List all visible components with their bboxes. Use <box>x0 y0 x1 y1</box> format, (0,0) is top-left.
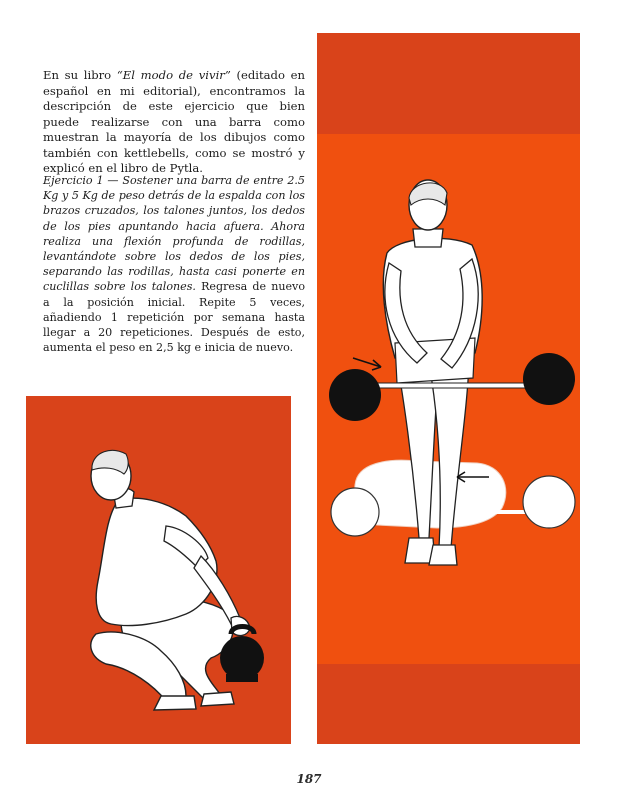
intro-prefix: En su libro <box>43 68 117 82</box>
exercise-regular-text: Regresa de nuevo a la posición inicial. Repite 5 veces, añadiendo 1 repetición por semana hasta llegar a 20 repeticiones. Después de esto, aumenta el peso en 2,5 kg e inicia de nuevo. <box>43 280 306 355</box>
book-title: “El modo de vivir” <box>116 68 231 82</box>
intro-paragraph <box>43 68 305 177</box>
left-illustration-panel <box>26 396 291 744</box>
man-barbell-behind-back-illustration <box>317 33 580 744</box>
page-number: 187 <box>296 772 322 786</box>
exercise-italic-text: Ejercicio 1 — Sostener una barra de entre 2.5 Kg y 5 Kg de peso detrás de la espalda con los brazos cruzados, los talones juntos, los dedos de los pies apuntando hacia afuera. Ahora realiza una flexión profunda de rodillas, levantándote sobre los dedos de los pies, separando las rodillas, hasta casi ponerte en cuclillas sobre los talones. <box>43 174 305 294</box>
intro-suffix: (editado en español en mi editorial), encontramos la descripción de este ejercicio que bien puede realizarse con una barra como muestran la mayoría de los dibujos como también con kettlebells, como se mostró y explicó en el libro de Pytla. <box>43 68 305 175</box>
right-illustration-panel <box>317 33 580 744</box>
exercise-paragraph <box>43 173 305 355</box>
man-squatting-kettlebell-illustration <box>26 396 291 744</box>
